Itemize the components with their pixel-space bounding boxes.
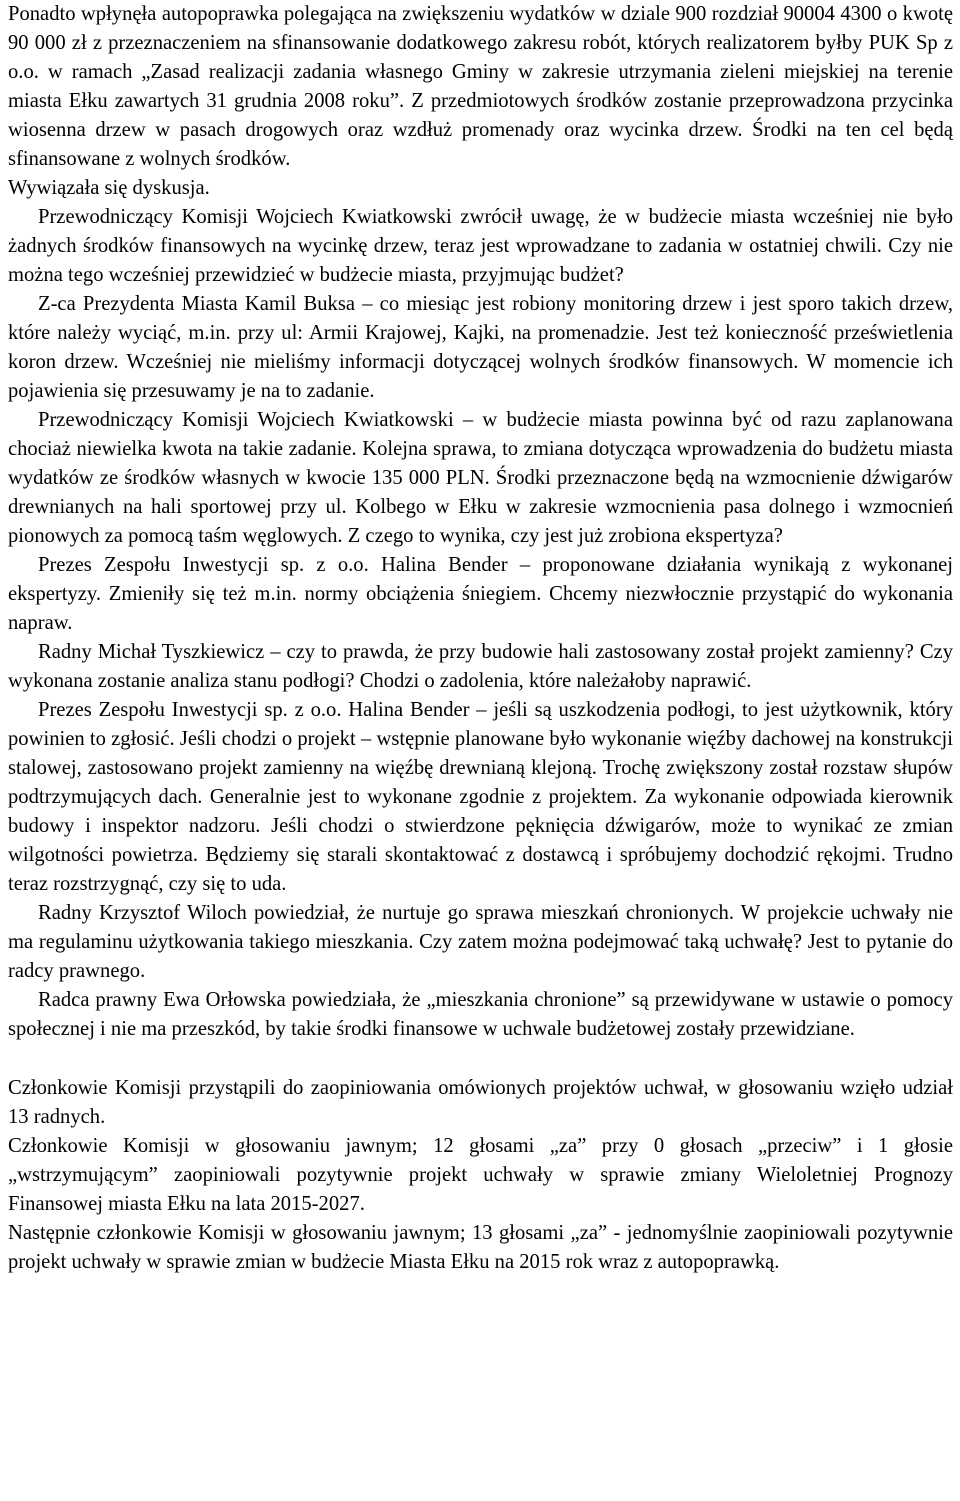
paragraph-wiloch: Radny Krzysztof Wiloch powiedział, że nurtuje go sprawa mieszkań chronionych. W projekcie uchwały nie ma regulaminu użytkowania takiego mieszkania. Czy zatem można podejmować taką uchwałę? Jest to pytanie do radcy prawnego.: [8, 902, 953, 982]
paragraph-bender-2: Prezes Zespołu Inwestycji sp. z o.o. Halina Bender – jeśli są uszkodzenia podłogi, to jest użytkownik, który powinien to zgłosić. Jeśli chodzi o projekt – wstępnie planowane było wykonanie więźby dachowej na konstrukcji stalowej, zastosowano projekt zamienny na więźbę drewnianą klejoną. Trochę zwiększony został rozstaw słupów podtrzymujących dach. Generalnie jest to wykonane zgodnie z projektem. Za wykonanie odpowiada kierownik budowy i inspektor nadzoru. Jeśli chodzi o stwierdzone pęknięcia dźwigarów, może to wynikać ze zmian wilgotności powietrza. Będziemy się starali skontaktować z dostawcą i spróbujemy dochodzić rękojmi. Trudno teraz rozstrzygnąć, czy się to uda.: [8, 699, 953, 895]
paragraph-buksa: Z-ca Prezydenta Miasta Kamil Buksa – co miesiąc jest robiony monitoring drzew i jest sporo takich drzew, które należy wyciąć, m.in. przy ul: Armii Krajowej, Kajki, na promenadzie. Jest też konieczność prześwietlenia koron drzew. Wcześniej nie mieliśmy informacji dotyczącej wolnych środków finansowych. W momencie ich pojawienia się przesuwamy je na to zadanie.: [8, 293, 953, 402]
paragraph-glosowanie-wpf: Członkowie Komisji w głosowaniu jawnym; 12 głosami „za” przy 0 głosach „przeciw” i 1 głosie „wstrzymującym” zaopiniowali pozytywnie projekt uchwały w sprawie zmiany Wieloletniej Prognozy Finansowej miasta Ełku na lata 2015-2027.: [8, 1135, 953, 1215]
paragraph-kwiatkowski-1: Przewodniczący Komisji Wojciech Kwiatkowski zwrócił uwagę, że w budżecie miasta wcześniej nie było żadnych środków finansowych na wycinkę drzew, teraz jest wprowadzane to zadania w ostatniej chwili. Czy nie można tego wcześniej przewidzieć w budżecie miasta, przyjmując budżet?: [8, 206, 953, 286]
paragraph-autopoprawka: Ponadto wpłynęła autopoprawka polegająca na zwiększeniu wydatków w dziale 900 rozdział 90004 4300 o kwotę 90 000 zł z przeznaczeniem na sfinansowanie dodatkowego zakresu robót, których realizatorem byłby PUK Sp z o.o. w ramach „Zasad realizacji zadania własnego Gminy w zakresie utrzymania zieleni miejskiej na terenie miasta Ełku zawartych 31 grudnia 2008 roku”. Z przedmiotowych środków zostanie przeprowadzona przycinka wiosenna drzew w pasach drogowych oraz wzdłuż promenady oraz wycinka drzew. Środki na ten cel będą sfinansowane z wolnych środków.: [8, 3, 953, 170]
paragraph-glosowanie-budzet: Następnie członkowie Komisji w głosowaniu jawnym; 13 głosami „za” - jednomyślnie zaopiniowali pozytywnie projekt uchwały w sprawie zmian w budżecie Miasta Ełku na 2015 rok wraz z autopoprawką.: [8, 1222, 953, 1273]
paragraph-orlowska: Radca prawny Ewa Orłowska powiedziała, że „mieszkania chronione” są przewidywane w ustawie o pomocy społecznej i nie ma przeszkód, by takie środki finansowe w uchwale budżetowej zostały przewidziane.: [8, 989, 953, 1040]
paragraph-bender-1: Prezes Zespołu Inwestycji sp. z o.o. Halina Bender – proponowane działania wynikają z wykonanej ekspertyzy. Zmieniły się też m.in. normy obciążenia śniegiem. Chcemy niezwłocznie przystąpić do wykonania napraw.: [8, 554, 953, 634]
paragraph-tyszkiewicz: Radny Michał Tyszkiewicz – czy to prawda, że przy budowie hali zastosowany został projekt zamienny? Czy wykonana zostanie analiza stanu podłogi? Chodzi o zadolenia, które należałoby naprawić.: [8, 641, 953, 692]
paragraph-zaopiniowanie: Członkowie Komisji przystąpili do zaopiniowania omówionych projektów uchwał, w głosowaniu wzięło udział 13 radnych.: [8, 1077, 953, 1128]
paragraph-kwiatkowski-2: Przewodniczący Komisji Wojciech Kwiatkowski – w budżecie miasta powinna być od razu zaplanowana chociaż niewielka kwota na takie zadanie. Kolejna sprawa, to zmiana dotycząca wprowadzenia do budżetu miasta wydatków ze środków własnych w kwocie 135 000 PLN. Środki przeznaczone będą na wzmocnienie dźwigarów drewnianych na hali sportowej przy ul. Kolbego w Ełku w zakresie wzmocnienia pasa dolnego i wzmocnień pionowych za pomocą taśm węglowych. Z czego to wynika, czy jest już zrobiona ekspertyza?: [8, 409, 953, 547]
paragraph-dyskusja: Wywiązała się dyskusja.: [8, 177, 210, 199]
